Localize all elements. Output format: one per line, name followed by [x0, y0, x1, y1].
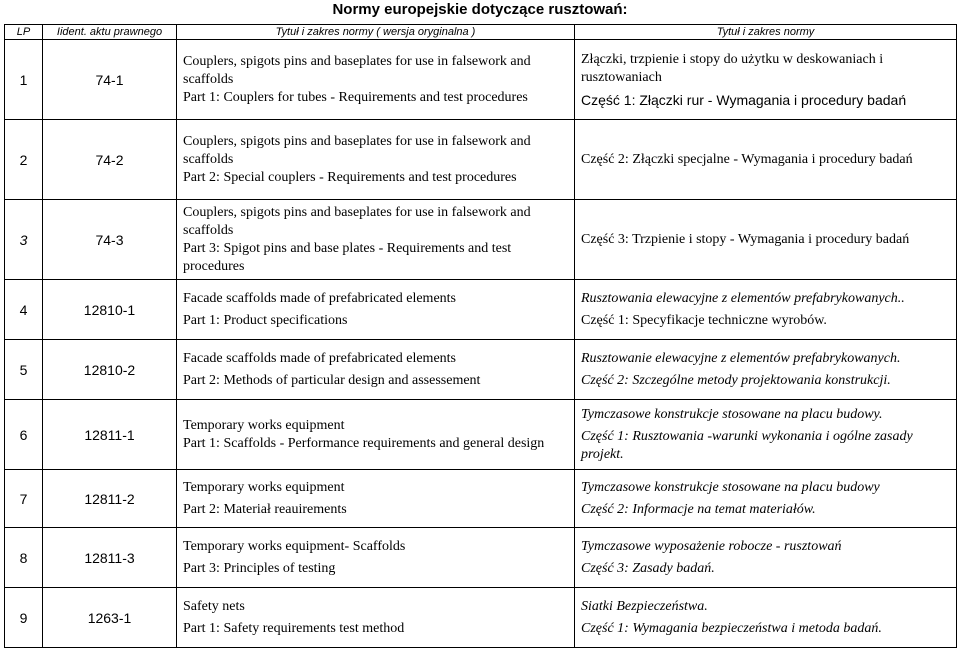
- polish-title: Złączki, trzpienie i stopy do użytku w deskowaniach i rusztowaniach: [581, 51, 884, 85]
- standard-id: 74-2: [43, 120, 177, 200]
- original-title: Facade scaffolds made of prefabricated elements: [183, 290, 456, 306]
- original-part: Part 1: Couplers for tubes - Requirements and test procedures: [183, 89, 528, 105]
- standard-id: 12810-1: [43, 280, 177, 340]
- original-part: Part 2: Special couplers - Requirements and test procedures: [183, 169, 517, 185]
- polish-title-cell: [575, 120, 957, 200]
- table-row: [5, 470, 957, 528]
- polish-part: Część 1: Wymagania bezpieczeństwa i metoda badań.: [581, 620, 882, 636]
- polish-title-cell: [575, 280, 957, 340]
- polish-title-cell: [575, 588, 957, 648]
- original-part: Part 2: Materiał reauirements: [183, 501, 347, 517]
- original-title: Facade scaffolds made of prefabricated elements: [183, 350, 456, 366]
- standard-id: 12811-3: [43, 528, 177, 588]
- header-polish-title: Tytuł i zakres normy: [575, 25, 957, 40]
- original-title-cell: [177, 400, 575, 470]
- original-part: Part 2: Methods of particular design and assessement: [183, 372, 481, 388]
- polish-title-cell: [575, 528, 957, 588]
- original-title: Temporary works equipment: [183, 417, 345, 433]
- polish-part: Część 3: Zasady badań.: [581, 560, 715, 576]
- polish-part: Część 1: Specyfikacje techniczne wyrobów.: [581, 312, 827, 328]
- row-number: 7: [5, 470, 43, 528]
- polish-part: Część 1: Złączki rur - Wymagania i procedury badań: [581, 91, 907, 108]
- standard-id: 74-1: [43, 40, 177, 120]
- original-part: Part 3: Principles of testing: [183, 560, 336, 576]
- original-title: Couplers, spigots pins and baseplates for use in falsework and scaffolds: [183, 53, 531, 87]
- page-title: Normy europejskie dotyczące rusztowań:: [332, 1, 628, 18]
- polish-title: Tymczasowe konstrukcje stosowane na placu budowy: [581, 479, 880, 495]
- original-part: Part 1: Product specifications: [183, 312, 348, 328]
- standard-id: 74-3: [43, 200, 177, 280]
- row-number: 5: [5, 340, 43, 400]
- row-number: 6: [5, 400, 43, 470]
- table-row: [5, 340, 957, 400]
- original-part: Part 1: Safety requirements test method: [183, 620, 405, 636]
- original-title-cell: [177, 120, 575, 200]
- polish-title-cell: [575, 470, 957, 528]
- original-title-cell: [177, 528, 575, 588]
- row-number: 4: [5, 280, 43, 340]
- original-title: Safety nets: [183, 598, 245, 614]
- original-title: Temporary works equipment- Scaffolds: [183, 538, 406, 554]
- original-title-cell: [177, 340, 575, 400]
- polish-title-cell: [575, 400, 957, 470]
- original-title-cell: [177, 200, 575, 280]
- original-title: Couplers, spigots pins and baseplates for use in falsework and scaffolds: [183, 204, 531, 238]
- original-part: Part 3: Spigot pins and base plates - Requirements and test procedures: [183, 240, 512, 274]
- original-title-cell: [177, 280, 575, 340]
- polish-title-cell: [575, 340, 957, 400]
- original-part: Part 1: Scaffolds - Performance requirements and general design: [183, 435, 545, 451]
- standard-id: 12811-2: [43, 470, 177, 528]
- original-title-cell: [177, 470, 575, 528]
- row-number: 2: [5, 120, 43, 200]
- table-row: [5, 280, 957, 340]
- row-number: 8: [5, 528, 43, 588]
- standard-id: 1263-1: [43, 588, 177, 648]
- polish-part: Część 2: Złączki specjalne - Wymagania i procedury badań: [581, 151, 913, 167]
- table-row: [5, 528, 957, 588]
- standard-id: 12811-1: [43, 400, 177, 470]
- original-title-cell: [177, 588, 575, 648]
- polish-part: Część 3: Trzpienie i stopy - Wymagania i procedury badań: [581, 231, 910, 247]
- header-ident: Iident. aktu prawnego: [43, 25, 177, 40]
- polish-title-cell: [575, 200, 957, 280]
- table-row: [5, 200, 957, 280]
- polish-title: Tymczasowe konstrukcje stosowane na placu budowy.: [581, 406, 883, 422]
- polish-title: Siatki Bezpieczeństwa.: [581, 598, 708, 614]
- header-original-title: Tytuł i zakres normy ( wersja oryginalna ): [177, 25, 575, 40]
- header-lp: LP: [5, 25, 43, 40]
- table-row: [5, 120, 957, 200]
- table-row: [5, 40, 957, 120]
- polish-part: Część 1: Rusztowania -warunki wykonania i ogólne zasady projekt.: [581, 428, 913, 462]
- row-number: 3: [5, 200, 43, 280]
- polish-part: Część 2: Szczególne metody projektowania konstrukcji.: [581, 372, 891, 388]
- standards-table: [4, 24, 957, 648]
- row-number: 9: [5, 588, 43, 648]
- original-title-cell: [177, 40, 575, 120]
- polish-title: Tymczasowe wyposażenie robocze - rusztowań: [581, 538, 842, 554]
- row-number: 1: [5, 40, 43, 120]
- original-title: Temporary works equipment: [183, 479, 345, 495]
- table-row: [5, 588, 957, 648]
- polish-part: Część 2: Informacje na temat materiałów.: [581, 501, 816, 517]
- polish-title: Rusztowania elewacyjne z elementów prefabrykowanych..: [581, 290, 905, 306]
- table-row: [5, 400, 957, 470]
- standard-id: 12810-2: [43, 340, 177, 400]
- polish-title: Rusztowanie elewacyjne z elementów prefabrykowanych.: [581, 350, 901, 366]
- original-title: Couplers, spigots pins and baseplates for use in falsework and scaffolds: [183, 133, 531, 167]
- table-header-row: [5, 25, 957, 40]
- polish-title-cell: [575, 40, 957, 120]
